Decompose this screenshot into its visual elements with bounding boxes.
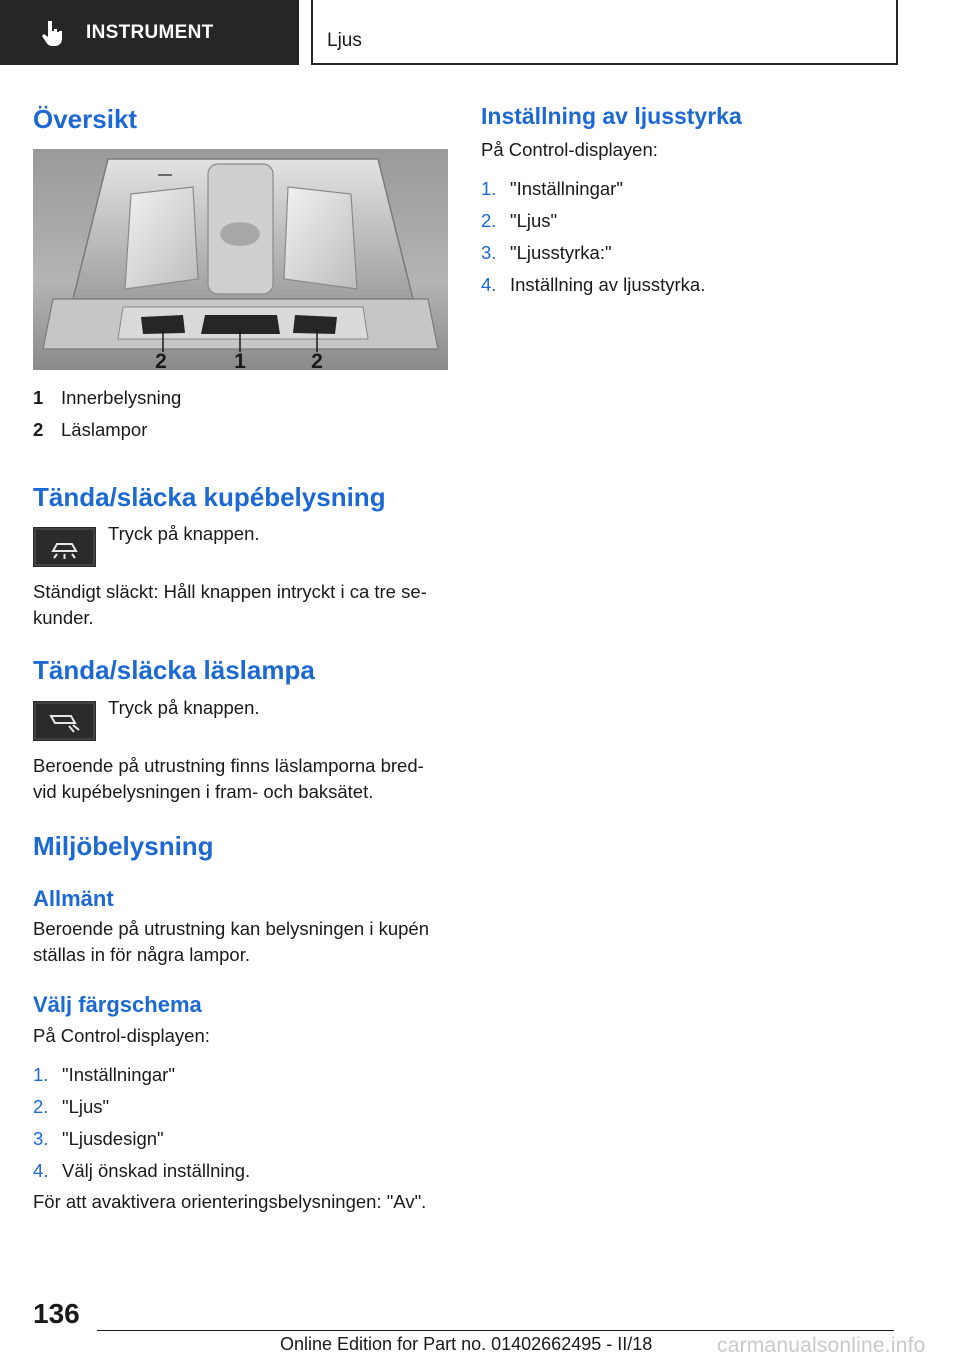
step-number: 2. <box>481 209 497 231</box>
step-number: 1. <box>481 177 497 199</box>
interior-light-heading: Tända/släcka kupébelysning <box>33 482 386 513</box>
step-number: 3. <box>33 1127 49 1149</box>
color-scheme-subheading: Välj färgschema <box>33 992 202 1018</box>
ambient-light-heading: Miljöbelysning <box>33 830 214 861</box>
list-item <box>481 173 921 205</box>
step-number: 3. <box>481 241 497 263</box>
brightness-heading: Inställning av ljusstyrka <box>481 103 742 129</box>
image-label-right: 2 <box>311 350 323 371</box>
image-label-left: 2 <box>155 350 167 371</box>
step-text: Välj önskad inställning. <box>62 1159 251 1181</box>
general-text-line2: ställas in för några lampor. <box>33 944 250 966</box>
interior-light-instruction <box>33 523 448 567</box>
image-label-center: 1 <box>234 350 246 371</box>
brightness-intro: På Control-displayen: <box>481 138 658 160</box>
step-text: "Ljus" <box>62 1095 110 1117</box>
reading-light-instruction <box>33 696 448 741</box>
reading-light-instruction-text: Tryck på knappen. <box>108 696 260 718</box>
list-item <box>481 205 921 237</box>
general-subheading: Allmänt <box>33 885 114 911</box>
step-text: "Inställningar" <box>62 1063 175 1085</box>
legend-number: 1 <box>33 387 44 409</box>
list-item <box>33 1155 448 1187</box>
deactivate-text: För att avaktivera orienteringsbelysningen: "Av". <box>33 1190 427 1212</box>
color-scheme-intro: På Control-displayen: <box>33 1024 210 1046</box>
page-number: 136 <box>33 1298 80 1329</box>
section-title: INSTRUMENT <box>86 21 214 43</box>
legend-text: Läslampor <box>61 419 148 441</box>
edition-text: Online Edition for Part no. 01402662495 - II/18 <box>280 1334 653 1354</box>
legend-item <box>33 414 448 446</box>
list-item <box>481 269 921 301</box>
step-text: "Ljusstyrka:" <box>510 241 612 263</box>
legend-text: Innerbelysning <box>61 387 182 409</box>
legend-item <box>33 382 448 414</box>
step-text: "Ljus" <box>510 209 558 231</box>
step-text: Inställning av ljusstyrka. <box>510 273 706 295</box>
step-number: 4. <box>33 1159 49 1181</box>
section-tab <box>0 0 299 65</box>
reading-light-note-line2: vid kupébelysningen i fram- och baksätet. <box>33 780 374 802</box>
reading-light-heading: Tända/släcka läslampa <box>33 655 315 686</box>
brightness-steps <box>481 173 921 301</box>
footer-divider <box>97 1330 894 1331</box>
right-column <box>481 100 921 301</box>
step-number: 1. <box>33 1063 49 1085</box>
roof-console-photo <box>33 149 448 370</box>
step-number: 4. <box>481 273 497 295</box>
list-item <box>481 237 921 269</box>
reading-light-button-icon <box>33 701 96 741</box>
chapter-title: Ljus <box>327 30 362 51</box>
legend-number: 2 <box>33 419 44 441</box>
pointing-hand-icon <box>40 19 64 47</box>
reading-light-note-line1: Beroende på utrustning finns läslamporna bred- <box>33 754 424 776</box>
interior-light-note-line2: kunder. <box>33 607 94 629</box>
interior-light-note-line1: Ständigt släckt: Håll knappen intryckt i ca tre se- <box>33 581 427 603</box>
step-number: 2. <box>33 1095 49 1117</box>
step-text: "Ljusdesign" <box>62 1127 164 1149</box>
watermark-text: carmanualsonline.info <box>717 1334 926 1357</box>
list-item <box>33 1123 448 1155</box>
chapter-box <box>311 0 898 65</box>
color-scheme-steps <box>33 1059 448 1187</box>
list-item <box>33 1059 448 1091</box>
interior-light-instruction-text: Tryck på knappen. <box>108 523 260 545</box>
left-column <box>33 100 448 1215</box>
list-item <box>33 1091 448 1123</box>
interior-light-button-icon <box>33 527 96 567</box>
overview-heading: Översikt <box>33 104 138 134</box>
general-text-line1: Beroende på utrustning kan belysningen i kupén <box>33 918 429 940</box>
step-text: "Inställningar" <box>510 177 623 199</box>
overview-legend <box>33 382 448 446</box>
